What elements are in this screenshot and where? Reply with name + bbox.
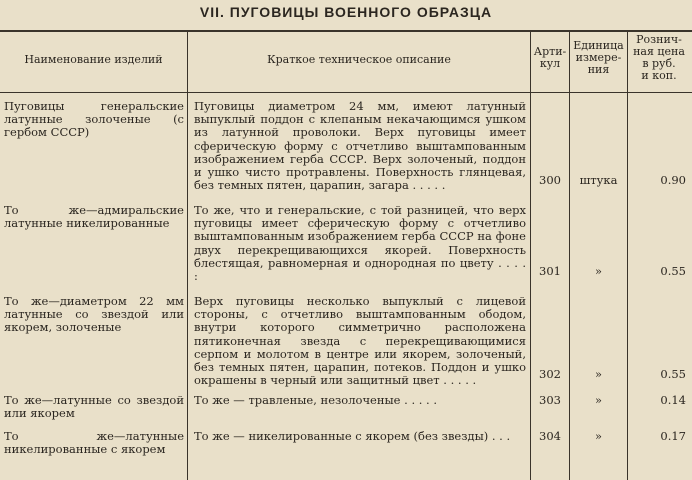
header-bottom-rule [0, 92, 692, 93]
row-3-article: 302 [539, 367, 561, 381]
header-article: Арти- кул [533, 45, 567, 70]
column-divider [569, 30, 570, 480]
row-1-price: 0.90 [660, 173, 686, 187]
row-3-description: Верх пуговицы несколько выпуклый с лицевой стороны, с отчетливо выштампованным ободом, внутри которого симметрично расположена пятиконечная звезда с перекрещивающимися серпом и молотом в центре или якорем, золоченый, без темных пятен, царапин, потеков. Поддон и ушко окрашены в черный или защитный цвет . . . . . [194, 294, 526, 388]
row-3-unit: » [594, 367, 603, 381]
row-4-name: То же—латунные со звездой или якорем [4, 393, 184, 421]
row-2-name: То же—адмиральские латунные никелированные [4, 203, 184, 231]
header-name: Наименование изделий [24, 53, 163, 66]
row-4-article: 303 [539, 393, 561, 407]
row-1-name: Пуговицы генеральские латунные золоченые (с гербом СССР) [4, 99, 184, 140]
header-price: Рознич- ная цена в руб. и коп. [633, 33, 685, 82]
table-top-rule [0, 30, 692, 32]
row-4-price: 0.14 [660, 393, 686, 407]
row-4-unit: » [594, 393, 603, 407]
row-3-name: То же—диаметром 22 мм латунные со звездой или якорем, золоченые [4, 294, 184, 335]
row-5-unit: » [594, 429, 603, 443]
column-divider [627, 30, 628, 480]
row-1-article: 300 [539, 173, 561, 187]
row-5-description: То же — никелированные с якорем (без звезды) . . . [194, 429, 511, 443]
row-4-description: То же — травленые, незолоченые . . . . . [194, 393, 438, 407]
header-description: Краткое техническое описание [267, 53, 451, 66]
row-2-unit: » [594, 264, 603, 278]
row-2-article: 301 [539, 264, 561, 278]
row-1-description: Пуговицы диаметром 24 мм, имеют латунный выпуклый поддон с клепаным некачающимся ушком из латунной проволоки. Верх пуговицы имеет сферическую форму с отчетливо выштампованным изображением герба СССР. Верх золоченый, поддон и ушко чисто протравлены. Поверхность глянцевая, без темных пятен, царапин, загара . . . . . [194, 99, 526, 193]
row-3-price: 0.55 [660, 367, 686, 381]
section-title: VII. ПУГОВИЦЫ ВОЕННОГО ОБРАЗЦА [199, 4, 493, 20]
row-2-description: То же, что и генеральские, с той разницей, что верх пуговицы имеет сферическую форму с отчетливо выштампованным изображением герба СССР на фоне двух перекрещивающихся якорей. Поверхность блестящая, равномерная и однородная по цвету . . . . : [194, 203, 526, 284]
row-2-price: 0.55 [660, 264, 686, 278]
row-5-name: То же—латунные никелированные с якорем [4, 429, 184, 457]
column-divider [187, 30, 188, 480]
row-5-price: 0.17 [660, 429, 686, 443]
row-1-unit: штука [579, 173, 618, 187]
column-divider [530, 30, 531, 480]
header-unit: Единица измере- ния [573, 39, 624, 76]
row-5-article: 304 [539, 429, 561, 443]
